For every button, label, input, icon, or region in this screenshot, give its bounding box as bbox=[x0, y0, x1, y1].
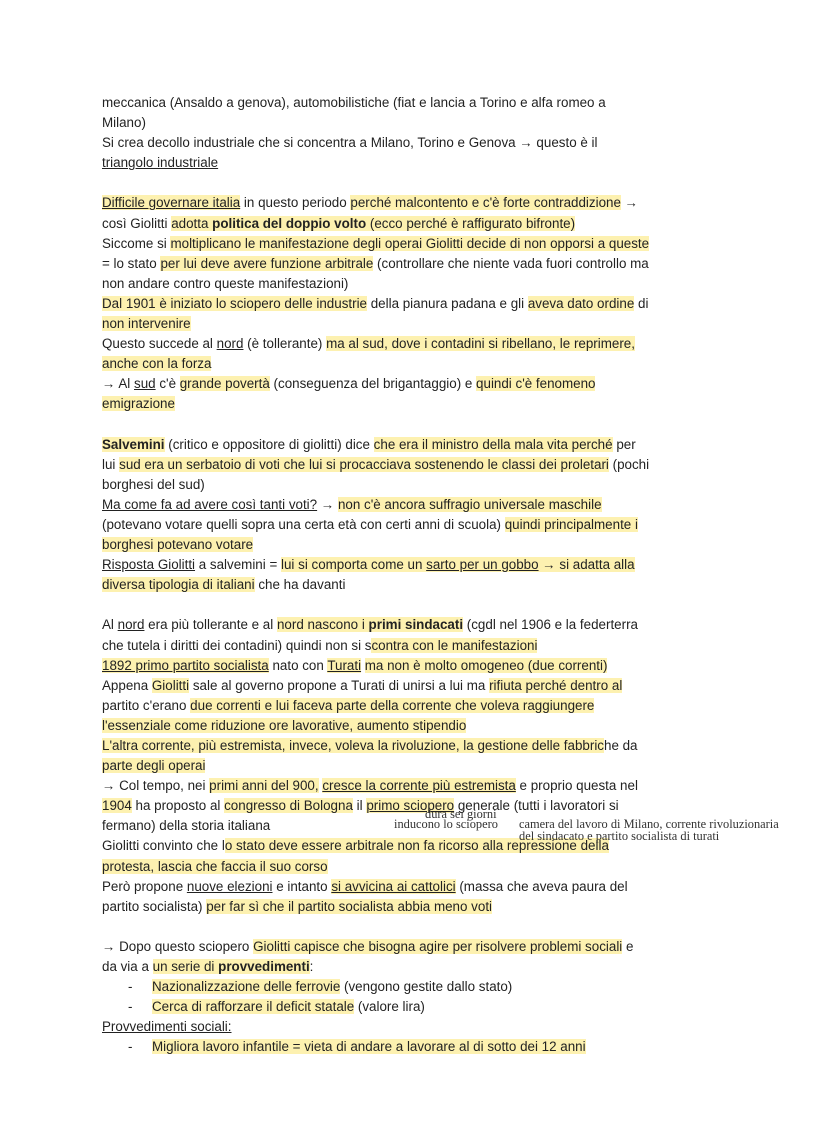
list-item: - Cerca di rafforzare il deficit statale (valore lira) bbox=[128, 999, 425, 1015]
text-line: Giolitti convinto che lo stato deve essere arbitrale non fa ricorso alla repressione della bbox=[102, 838, 609, 854]
text-line: Però propone nuove elezioni e intanto si avvicina ai cattolici (massa che aveva paura del bbox=[102, 878, 628, 894]
text-line: borghesi potevano votare bbox=[102, 537, 254, 553]
paragraph-gap bbox=[102, 173, 742, 193]
text-line: → Al sud c'è grande povertà (conseguenza del brigantaggio) e quindi c'è fenomeno bbox=[102, 376, 596, 392]
text-line: Questo succede al nord (è tollerante) ma al sud, dove i contadini si ribellano, le reprimere, bbox=[102, 336, 635, 352]
paragraph-gap bbox=[102, 595, 742, 615]
text-line: Dal 1901 è iniziato lo sciopero delle industrie della pianura padana e gli aveva dato ordine di bbox=[102, 295, 649, 311]
text-line: Al nord era più tollerante e al nord nascono i primi sindacati (cgdl nel 1906 e la federterra bbox=[102, 617, 638, 633]
text-line: Siccome si moltiplicano le manifestazione degli operai Giolitti decide di non opporsi a queste bbox=[102, 235, 650, 251]
handwritten-note: dura sei giorni bbox=[425, 807, 497, 821]
text-line: lui sud era un serbatoio di voti che lui si procacciava sostenendo le classi dei proletari (pochi bbox=[102, 456, 650, 472]
text-line: l'essenziale come riduzione ore lavorative, aumento stipendio bbox=[102, 717, 467, 733]
notes-text bbox=[102, 93, 742, 1058]
text-line: triangolo industriale bbox=[102, 155, 219, 171]
text-line: Provvedimenti sociali: bbox=[102, 1019, 232, 1035]
list-item: - Migliora lavoro infantile = vieta di andare a lavorare al di sotto dei 12 anni bbox=[128, 1039, 586, 1055]
text-line: emigrazione bbox=[102, 396, 175, 412]
text-line: da via a un serie di provvedimenti: bbox=[102, 959, 314, 975]
text-line: che tutela i diritti dei contadini) quindi non si scontra con le manifestazioni bbox=[102, 637, 538, 653]
text-line: 1892 primo partito socialista nato con Turati ma non è molto omogeneo (due correnti) bbox=[102, 657, 608, 673]
list-item: - Nazionalizzazione delle ferrovie (vengono gestite dallo stato) bbox=[128, 979, 513, 995]
text-line: Ma come fa ad avere così tanti voti? → non c'è ancora suffragio universale maschile bbox=[102, 496, 602, 512]
text-line: = lo stato per lui deve avere funzione arbitrale (controllare che niente vada fuori controllo ma bbox=[102, 255, 649, 271]
paragraph-gap bbox=[102, 415, 742, 435]
text-line: partito c'erano due correnti e lui faceva parte della corrente che voleva raggiungere bbox=[102, 697, 595, 713]
handwritten-note: inducono lo sciopero bbox=[394, 817, 498, 831]
text-line: → Col tempo, nei primi anni del 900, cresce la corrente più estremista e proprio questa nel bbox=[102, 778, 638, 794]
text-line: Si crea decollo industriale che si concentra a Milano, Torino e Genova → questo è il bbox=[102, 135, 598, 151]
text-line: L'altra corrente, più estremista, invece, voleva la rivoluzione, la gestione delle fabbriche da bbox=[102, 738, 638, 753]
text-line: Difficile governare italia in questo periodo perché malcontento e c'è forte contraddizione → bbox=[102, 195, 639, 211]
text-line: diversa tipologia di italiani che ha davanti bbox=[102, 577, 346, 593]
text-line: così Giolitti adotta politica del doppio volto (ecco perché è raffigurato bifronte) bbox=[102, 215, 576, 231]
text-line: Milano) bbox=[102, 115, 146, 131]
handwritten-note: camera del lavoro di Milano, corrente rivoluzionaria bbox=[519, 817, 779, 831]
text-line: non andare contro queste manifestazioni) bbox=[102, 275, 349, 291]
text-line: meccanica (Ansaldo a genova), automobilistiche (fiat e lancia a Torino e alfa romeo a bbox=[102, 95, 606, 110]
text-line: Salvemini (critico e oppositore di giolitti) dice che era il ministro della mala vita perché per bbox=[102, 436, 636, 452]
text-line: anche con la forza bbox=[102, 356, 212, 372]
text-line: → Dopo questo sciopero Giolitti capisce che bisogna agire per risolvere problemi sociali e bbox=[102, 938, 634, 954]
text-line: protesta, lascia che faccia il suo corso bbox=[102, 858, 328, 874]
text-line: non intervenire bbox=[102, 316, 191, 332]
text-line: parte degli operai bbox=[102, 758, 206, 774]
handwritten-note: del sindacato e partito socialista di turati bbox=[519, 829, 720, 843]
text-line: Risposta Giolitti a salvemini = lui si comporta come un sarto per un gobbo → si adatta alla bbox=[102, 557, 635, 573]
text-line: Appena Giolitti sale al governo propone a Turati di unirsi a lui ma rifiuta perché dentro al bbox=[102, 677, 623, 693]
text-line: partito socialista) per far sì che il partito socialista abbia meno voti bbox=[102, 898, 493, 914]
text-line: fermano) della storia italiana bbox=[102, 818, 271, 834]
text-line: 1904 ha proposto al congresso di Bologna il primo sciopero generale (tutti i lavoratori si bbox=[102, 798, 619, 814]
paragraph-gap bbox=[102, 917, 742, 937]
text-line: borghesi del sud) bbox=[102, 476, 205, 492]
text-line: (potevano votare quelli sopra una certa età con certi anni di scuola) quindi principalmente i bbox=[102, 516, 638, 532]
